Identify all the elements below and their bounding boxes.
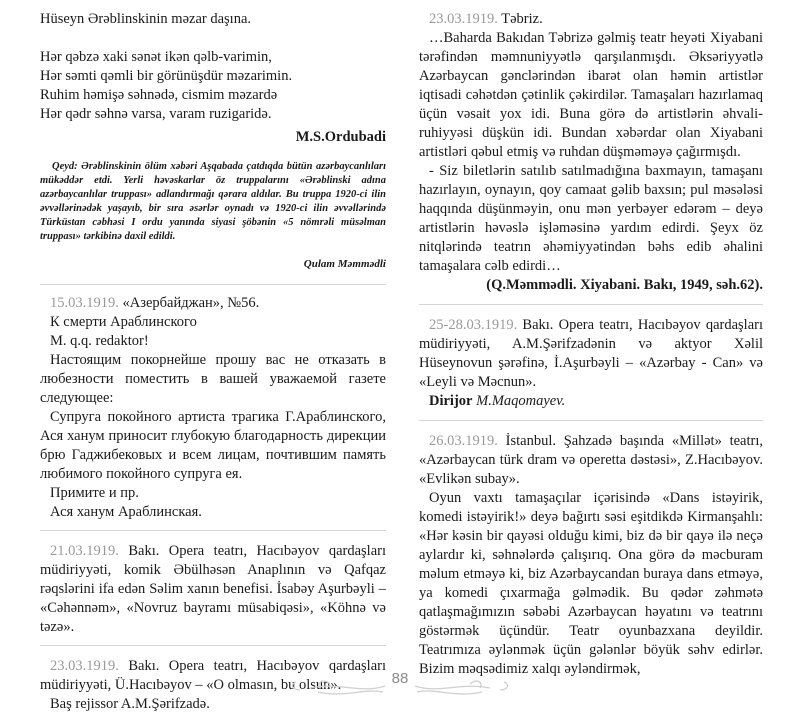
entry-paragraph <box>419 316 763 392</box>
entry-text: Bakı. Opera teatrı, Hacıbəyov qardaşları müdiriyyəti, A.M.Şərifzadənin və aktyor Xəlil Hüseynovun şərəfinə, İ.Aşurbəyli – «Azərbay - Can» və «Leyli və Məcnun». <box>419 317 763 390</box>
entry-citation: (Q.Məmmədli. Xiyabani. Bakı, 1949, səh.62). <box>486 277 763 293</box>
entry-paragraph: Супруга покойного артиста трагика Г.Араблинского, Ася ханум приносит глубокую благодарность дирекции брю Гаджибековых и всем лицам, почтившим память любимого покойного супруга ея. <box>40 409 386 482</box>
entry-paragraph <box>419 432 763 489</box>
poem-line-3: Ruhim həmişə səhnədə, cismim məzardə <box>40 87 278 103</box>
separator <box>40 284 386 285</box>
entry-closing: Примите и пр. <box>50 485 139 501</box>
conductor-name: M.Maqomayev. <box>472 393 566 409</box>
entry-paragraph <box>40 542 386 637</box>
entry-heading <box>419 10 763 29</box>
entry-tabriz <box>419 10 763 295</box>
entry-paragraph: - Siz biletlərin satılıb satılmadığına baxmayın, tamaşanı hazırlayın, oynayın, qoy camaat gəlib baxsın; pul məsələsi haqqında düşünməyin, onu mən yerbəyer edərəm – deyə artistlərin həvəslə işləməsinə yardım edirdi. Şeyx öz nitqlərində teatrın əhəmiyyətindən bəhs edib əhalini tamaşalara cəlb edirdi… <box>419 163 763 274</box>
separator <box>419 420 763 421</box>
poem-title: Hüseyn Ərəblinskinin məzar daşına. <box>40 11 252 27</box>
entry-heading <box>40 294 386 313</box>
entry-signature: Ася ханум Араблинская. <box>50 504 202 520</box>
entry-date: 25-28.03.1919. <box>429 317 518 333</box>
entry-baku-opera <box>419 316 763 411</box>
right-column <box>419 10 763 679</box>
entry-conductor <box>419 392 763 411</box>
poem-line-1: Hər qəbzə xaki sənət ikən qəlb-varimin, <box>40 49 272 65</box>
separator <box>419 304 763 305</box>
entry-benefit <box>40 542 386 637</box>
page-number: 88 <box>391 670 409 687</box>
separator <box>40 530 386 531</box>
editor-note: Qeyd: Ərəblinskinin ölüm xəbəri Aşqabada çatdıqda bütün azərbaycanlıları mükəddər etdi. Yerli həvəskarlar öz truppalarını «Ərəblinski adına azərbaycanlılar truppası» adlandırmağı qərara aldılar. Bu truppa 1920-ci ilin əvvəllərinədək yaşayıb, bir sıra əsərlər oynadı və 1920-ci ilin əvvəllərində Türküstan cəbhəsi I ordu yanında siyasi şöbənin «5 nömrəli müsəlman truppası» tərkibinə daxil edildi. <box>40 161 386 242</box>
entry-date: 23.03.1919. <box>50 658 119 674</box>
poem-line-2: Hər səmti qəmli bir görünüşdür məzarimin. <box>40 68 293 84</box>
entry-date: 26.03.1919. <box>429 433 498 449</box>
entry-source: «Азербайджан», №56. <box>118 295 260 311</box>
entry-text: Bakı. Opera teatrı, Hacıbəyov qardaşları müdiriyyəti, komik Əbülhəsən Anaplının və Qafqaz rəqslərini ifa edən Səlim xanın benefisi. İsabəy Aşurbəyli – «Cəhənnəm», «Novruz bayramı müsabiqəsi», «Köhnə və təzə». <box>40 543 386 635</box>
entry-azerbaijan-newspaper <box>40 294 386 522</box>
entry-paragraph: Настоящим покорнейше прошу вас не отказать в любезности поместить в вашей уважаемой газете следующее: <box>40 352 386 406</box>
separator <box>40 645 386 646</box>
entry-istanbul <box>419 432 763 679</box>
entry-text: İstanbul. Şahzadə başında «Millət» teatrı, «Azərbaycan türk dram və operetta dəstəsi», Z.Hacıbəyov. «Evlikən subay». <box>419 433 763 487</box>
entry-paragraph: Oyun vaxtı tamaşaçılar içərisində «Dans istəyirik, komedi istəyirik!» deyə bağırtı səsi eşitdikdə Kirmanşahlı: «Hər kəsin bir qayəsi olduğu kimi, biz də bir qayə ilə neçə aylardır ki, səhnələrdə çalışırıq. Ona görə də məcburam məlum etməyə ki, biz Azərbaycandan buraya dans etməyə, ya komedi çıxarmağa gəlmədik. Bu qədər zəhmətə qatlaşmağımızın səbəbi Azərbaycan həyatını və teatrını göstərmək üçündür. Teatr oyunbazxana deyildir. Teatrımıza əylənmək üçün gələnlər böyük səhv edirlər. Bizim məqsədimiz xalqı əyləndirmək, <box>419 490 763 677</box>
entry-director: Baş rejissor A.M.Şərifzadə. <box>50 696 210 712</box>
entry-place: Təbriz. <box>497 11 543 27</box>
entry-text: Bakı. Opera teatrı, Hacıbəyov qardaşları müdiriyyəti, Ü.Hacıbəyov – «O olmasın, bu olsun». <box>40 658 386 693</box>
poem-line-4: Hər qədr səhnə varsa, varam ruzigaridə. <box>40 106 272 122</box>
poem-author: M.S.Ordubadi <box>295 129 386 145</box>
entry-date: 15.03.1919. <box>50 295 119 311</box>
entry-date: 21.03.1919. <box>50 543 119 559</box>
left-column <box>40 10 386 714</box>
entry-line: М. q.q. redaktor! <box>50 333 149 349</box>
entry-paragraph: …Baharda Bakıdan Təbrizə gəlmiş teatr heyəti Xiyabani tərəfindən məmnuniyyətlə qarşılanmışdı. Əksəriyyətlə Azərbaycan gənclərindən ibarət olan həmin artistlər iqtisadi cəhətdən çətinlik çəkirdilər. Tamaşaları hazırlamaq üçün vəsait yox idi. Buna görə də artistlərin əhvali-ruhiyyəsi düşkün idi. Bundan xəbərdar olan Xiyabani artistləri qəbul etmiş və ruhdan düşməməyə çağırmışdı. <box>419 30 763 160</box>
note-author: Qulam Məmmədli <box>303 258 386 270</box>
entry-date: 23.03.1919. <box>429 11 498 27</box>
conductor-label: Dirijor <box>429 393 473 409</box>
entry-line: К смерти Араблинского <box>50 314 197 330</box>
